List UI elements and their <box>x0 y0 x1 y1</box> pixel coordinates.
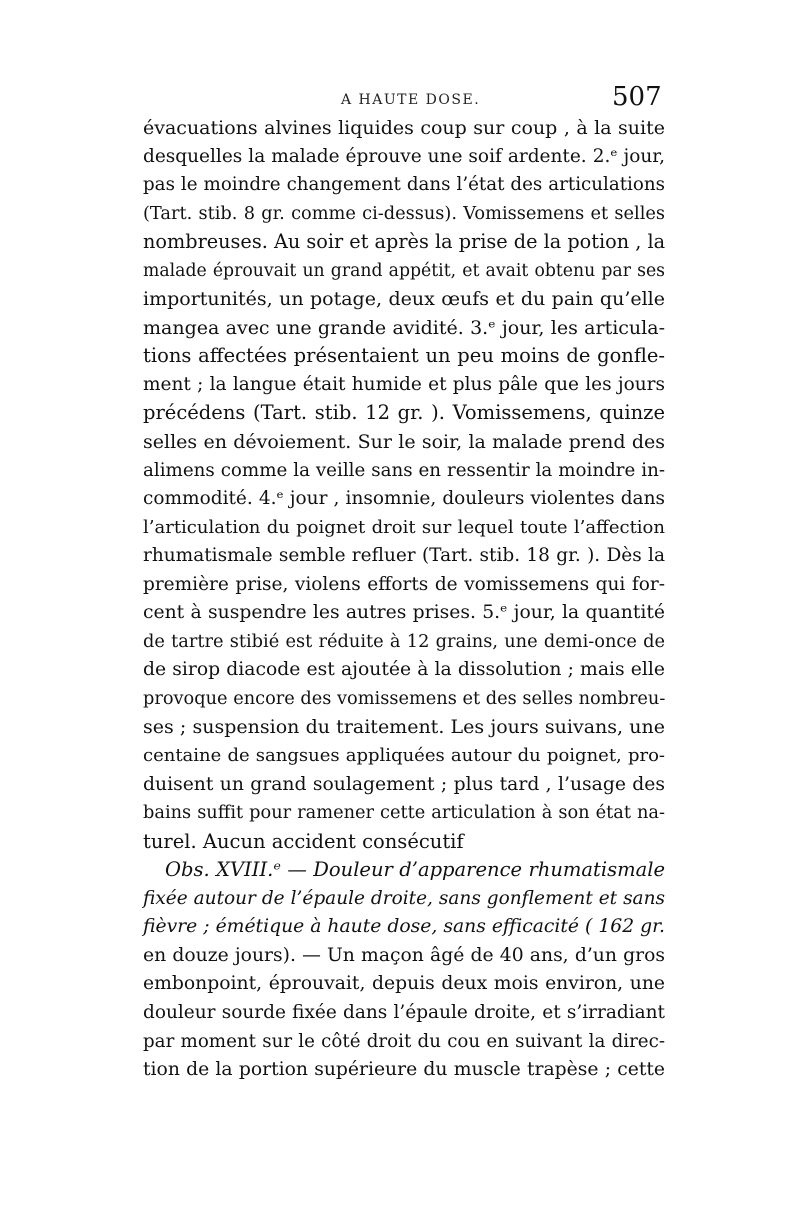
text-line: malade éprouvait un grand appétit, et avait obtenu par ses <box>143 260 665 281</box>
running-head <box>0 82 800 112</box>
text-line: commodité. 4.ᵉ jour , insomnie, douleurs violentes dans <box>143 488 665 510</box>
observation-heading-line: Obs. XVIII.ᵉ — Douleur d’apparence rhumatismale <box>165 858 665 882</box>
running-title: A HAUTE DOSE. <box>341 92 481 108</box>
text-line: en douze jours). — Un maçon âgé de 40 ans, d’un gros <box>143 944 665 966</box>
text-line: ses ; suspension du traitement. Les jours suivans, une <box>143 716 665 739</box>
text-line: bains suffit pour ramener cette articulation à son état na- <box>143 803 665 824</box>
text-line: rhumatismale semble refluer (Tart. stib. 18 gr. ). Dès la <box>143 545 665 567</box>
text-line: mangea avec une grande avidité. 3.ᵉ jour, les articula- <box>143 316 665 339</box>
text-line: desquelles la malade éprouve une soif ardente. 2.ᵉ jour, <box>143 145 665 167</box>
page-number: 507 <box>612 82 662 112</box>
text-line: importunités, un potage, deux œufs et du pain qu’elle <box>143 288 665 311</box>
text-line: nombreuses. Au soir et après la prise de la potion , la <box>143 230 666 254</box>
text-line: pas le moindre changement dans l’état des articulations <box>143 174 665 196</box>
text-line: embonpoint, éprouvait, depuis deux mois environ, une <box>143 973 665 995</box>
text-line: de tartre stibié est réduite à 12 grains, une demi-once de <box>143 631 665 652</box>
text-line: cent à suspendre les autres prises. 5.ᵉ jour, la quantité <box>143 602 665 624</box>
observation-heading-line: fièvre ; émétique à haute dose, sans efficacité ( 162 gr. <box>143 916 665 938</box>
text-line: tions affectées présentaient un peu moins de gonfle- <box>143 344 665 368</box>
text-line: première prise, violens efforts de vomissemens qui for- <box>143 573 665 595</box>
text-line: évacuations alvines liquides coup sur coup , à la suite <box>143 117 665 139</box>
text-line: par moment sur le côté droit du cou en suivant la direc- <box>143 1030 665 1052</box>
text-line: (Tart. stib. 8 gr. comme ci-dessus). Vomissemens et selles <box>143 203 665 224</box>
text-line: tion de la portion supérieure du muscle trapèse ; cette <box>143 1059 665 1081</box>
text-line: précédens (Tart. stib. 12 gr. ). Vomissemens, quinze <box>143 401 665 425</box>
text-line: selles en dévoiement. Sur le soir, la malade prend des <box>143 431 665 454</box>
text-line: l’articulation du poignet droit sur lequel toute l’affection <box>143 516 665 538</box>
text-line: alimens comme la veille sans en ressentir la moindre in- <box>143 459 665 481</box>
text-line: de sirop diacode est ajoutée à la dissolution ; mais elle <box>143 659 665 681</box>
body-text <box>143 114 665 1085</box>
observation-heading-line: fixée autour de l’épaule droite, sans gonflement et sans <box>143 887 665 909</box>
text-line: centaine de sangsues appliquées autour du poignet, pro- <box>143 745 665 767</box>
text-line: ment ; la langue était humide et plus pâle que les jours <box>143 373 665 395</box>
text-line: douleur sourde fixée dans l’épaule droite, et s’irradiant <box>143 1001 665 1023</box>
text-line: duisent un grand soulagement ; plus tard , l’usage des <box>143 773 665 795</box>
text-line: turel. Aucun accident consécutif <box>143 829 464 853</box>
text-line: provoque encore des vomissemens et des selles nombreu- <box>143 688 666 709</box>
